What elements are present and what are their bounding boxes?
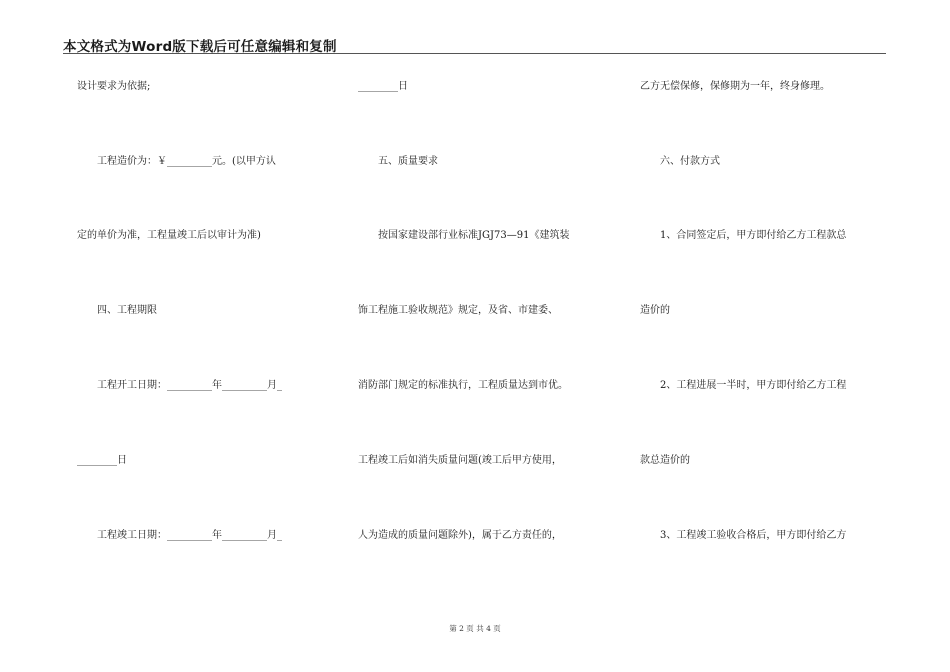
- header-title: 本文格式为Word版下载后可任意编辑和复制: [63, 39, 337, 55]
- text-line: 3、工程竣工验收合格后，甲方即付给乙方: [640, 530, 847, 541]
- text-line: 定的单价为准，工程量竣工后以审计为准): [77, 230, 261, 241]
- text-line: 款总造价的: [640, 455, 690, 466]
- page-number: 第 2 页 共 4 页: [449, 624, 501, 633]
- text-line: 1、合同签定后，甲方即付给乙方工程款总: [640, 230, 847, 241]
- column-right: [640, 0, 890, 672]
- text-line: ________日: [358, 81, 408, 92]
- text-line: 饰工程施工验收规范》规定，及省、市建委、: [358, 305, 558, 316]
- text-line: 工程竣工日期：_________年_________月_: [77, 530, 282, 541]
- column-left: [77, 0, 337, 672]
- text-line: 工程开工日期：_________年_________月_: [77, 380, 282, 391]
- text-line: 五、质量要求: [358, 156, 438, 167]
- text-line: 人为造成的质量问题除外)，属于乙方责任的，: [358, 530, 562, 541]
- text-line: 乙方无偿保修，保修期为一年，终身修理。: [640, 81, 830, 92]
- text-line: 工程竣工后如消失质量问题(竣工后甲方使用，: [358, 455, 562, 466]
- text-line: 消防部门规定的标准执行，工程质量达到市优。: [358, 380, 568, 391]
- column-middle: [358, 0, 618, 672]
- text-line: ________日: [77, 455, 127, 466]
- text-line: 造价的: [640, 305, 670, 316]
- text-line: 按国家建设部行业标准JGJ73—91《建筑装: [358, 230, 570, 241]
- text-line: 2、工程进展一半时，甲方即付给乙方工程: [640, 380, 847, 391]
- text-line: 四、工程期限: [77, 305, 157, 316]
- text-line: 设计要求为依据;: [77, 81, 151, 92]
- text-line: 六、付款方式: [640, 156, 720, 167]
- text-line: 工程造价为：￥_________元。(以甲方认: [77, 156, 276, 167]
